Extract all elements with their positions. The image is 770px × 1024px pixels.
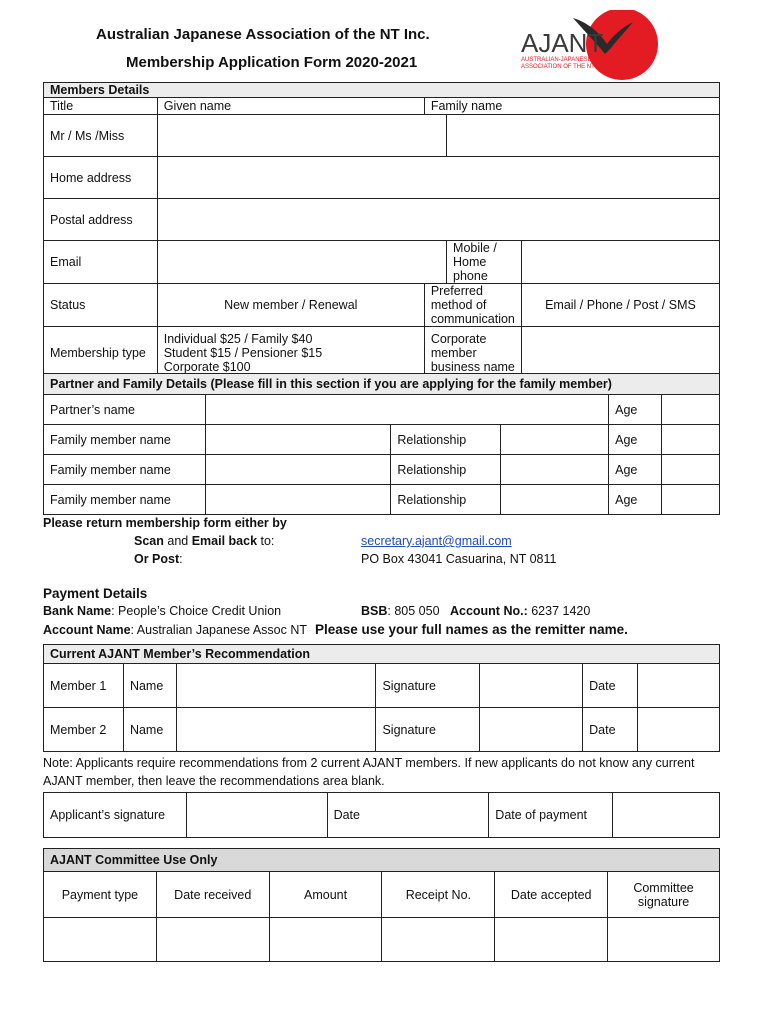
corp-business-field[interactable] <box>521 327 719 379</box>
post-label: Or Post <box>134 552 180 566</box>
form-title: Membership Application Form 2020-2021 <box>126 54 418 71</box>
pref-label-2: communication <box>430 312 515 326</box>
corp-label-2: business name <box>430 359 515 374</box>
relationship-2-label: Relationship <box>391 455 501 485</box>
account-no-value: 6237 1420 <box>527 604 591 618</box>
member1-signature-field[interactable] <box>480 664 583 708</box>
family-member-1-label: Family member name <box>44 425 206 455</box>
partner-table <box>43 373 720 515</box>
status-options[interactable]: New member / Renewal <box>157 284 424 327</box>
mobile-field[interactable] <box>521 241 719 284</box>
partner-name-field[interactable] <box>205 395 608 425</box>
mobile-label-1: Mobile / <box>453 241 497 255</box>
account-no-label: Account No.: <box>449 604 528 618</box>
age-2-label: Age <box>609 455 662 485</box>
member1-label: Member 1 <box>44 664 124 708</box>
family-member-3-field[interactable] <box>205 485 391 515</box>
col-title-label: Title <box>44 98 158 115</box>
relationship-2-field[interactable] <box>501 455 609 485</box>
postal-address-field[interactable] <box>157 199 719 241</box>
date-accepted-label: Date accepted <box>495 872 608 918</box>
age-1-field[interactable] <box>662 425 720 455</box>
committee-signature-label <box>608 872 720 918</box>
member2-label: Member 2 <box>44 708 124 752</box>
relationship-1-field[interactable] <box>501 425 609 455</box>
status-label: Status <box>44 284 158 327</box>
family-member-2-label: Family member name <box>44 455 206 485</box>
date-of-payment-label: Date of payment <box>489 793 613 838</box>
member2-date-label: Date <box>583 708 638 752</box>
family-member-3-label: Family member name <box>44 485 206 515</box>
receipt-no-field[interactable] <box>382 918 495 962</box>
email-back-word: Email back <box>191 534 258 548</box>
date-accepted-field[interactable] <box>495 918 608 962</box>
logo-sub2: ASSOCIATION OF THE NT <box>521 64 595 70</box>
given-name-field[interactable] <box>157 115 446 157</box>
date-of-payment-field[interactable] <box>613 793 720 838</box>
committee-section-title: AJANT Committee Use Only <box>44 849 720 872</box>
title-options: Mr / Ms /Miss <box>44 115 158 157</box>
payment-title: Payment Details <box>43 586 148 601</box>
bank-value: : People’s Choice Credit Union <box>111 604 282 618</box>
return-instructions: Please return membership form either by <box>43 516 287 530</box>
note-line-1: Note: Applicants require recommendations from 2 current AJANT members. If new applicants do not know any current <box>43 756 695 770</box>
scan-and: and <box>163 534 192 548</box>
receipt-no-label: Receipt No. <box>382 872 495 918</box>
home-address-field[interactable] <box>157 157 719 199</box>
member1-date-field[interactable] <box>638 664 720 708</box>
member1-name-label: Name <box>123 664 176 708</box>
logo-text: AJANT <box>521 28 604 58</box>
relationship-3-field[interactable] <box>501 485 609 515</box>
postal-address-label: Postal address <box>44 199 158 241</box>
scan-instructions <box>134 534 274 548</box>
family-member-1-field[interactable] <box>205 425 391 455</box>
payment-type-label: Payment type <box>44 872 157 918</box>
type-option-3: Corporate $100 <box>163 359 251 374</box>
payment-type-field[interactable] <box>44 918 157 962</box>
amount-field[interactable] <box>269 918 382 962</box>
family-name-field[interactable] <box>447 115 720 157</box>
member2-signature-label: Signature <box>376 708 480 752</box>
partner-age-field[interactable] <box>662 395 720 425</box>
scan-word: Scan <box>134 534 164 548</box>
amount-label: Amount <box>269 872 382 918</box>
recommendation-section-title: Current AJANT Member’s Recommendation <box>44 645 720 664</box>
family-member-2-field[interactable] <box>205 455 391 485</box>
applicant-date-label: Date <box>327 793 489 838</box>
committee-table <box>43 848 720 962</box>
committee-signature-field[interactable] <box>608 918 720 962</box>
bank-label: Bank Name <box>43 604 112 618</box>
col-family-label: Family name <box>424 98 719 115</box>
committee-label-2: signature <box>637 894 690 909</box>
age-3-field[interactable] <box>662 485 720 515</box>
email-field[interactable] <box>157 241 446 284</box>
members-section-title: Members Details <box>44 83 720 98</box>
bank-name <box>43 604 281 618</box>
partner-section-title: Partner and Family Details (Please fill in this section if you are applying for the family member) <box>44 374 720 395</box>
partner-age-label: Age <box>609 395 662 425</box>
recommendation-note <box>43 754 723 790</box>
post-instructions <box>134 552 183 566</box>
corp-label <box>424 327 521 379</box>
member2-date-field[interactable] <box>638 708 720 752</box>
bsb-account <box>361 604 590 618</box>
mobile-label <box>447 241 522 284</box>
note-line-2: AJANT member, then leave the recommendations area blank. <box>43 774 385 788</box>
recommendation-table <box>43 644 720 752</box>
type-option-1: Individual $25 / Family $40 <box>163 331 313 346</box>
scan-to: to: <box>257 534 275 548</box>
post-colon: : <box>179 552 183 566</box>
bsb-value: : 805 050 <box>387 604 440 618</box>
member2-name-field[interactable] <box>176 708 376 752</box>
pref-options[interactable]: Email / Phone / Post / SMS <box>521 284 719 327</box>
col-given-label: Given name <box>157 98 424 115</box>
remitter-note: Please use your full names as the remitter name. <box>315 622 628 637</box>
member2-signature-field[interactable] <box>480 708 583 752</box>
mobile-label-2: Home phone <box>453 255 488 283</box>
relationship-3-label: Relationship <box>391 485 501 515</box>
corp-label-1: Corporate member <box>430 331 487 360</box>
membership-type-options[interactable] <box>157 327 424 379</box>
age-2-field[interactable] <box>662 455 720 485</box>
applicant-signature-field[interactable] <box>186 793 327 838</box>
pref-label-1: Preferred method of <box>430 284 487 312</box>
email-label: Email <box>44 241 158 284</box>
account-name <box>43 623 307 637</box>
ajant-logo <box>515 10 665 82</box>
member1-name-field[interactable] <box>176 664 376 708</box>
pref-label <box>424 284 521 327</box>
form-org-title: Australian Japanese Association of the NT Inc. <box>96 26 430 43</box>
type-option-2: Student $15 / Pensioner $15 <box>163 345 323 360</box>
membership-type-label: Membership type <box>44 327 158 379</box>
logo-sub1: AUSTRALIAN-JAPANESE <box>521 57 592 63</box>
member2-name-label: Name <box>123 708 176 752</box>
member1-date-label: Date <box>583 664 638 708</box>
secretary-email-link[interactable]: secretary.ajant@gmail.com <box>361 534 512 548</box>
date-received-label: Date received <box>156 872 269 918</box>
account-name-label: Account Name <box>43 623 131 637</box>
home-address-label: Home address <box>44 157 158 199</box>
member1-signature-label: Signature <box>376 664 480 708</box>
committee-label-1: Committee <box>633 880 694 895</box>
date-received-field[interactable] <box>156 918 269 962</box>
age-3-label: Age <box>609 485 662 515</box>
bsb-label: BSB <box>361 604 388 618</box>
post-address: PO Box 43041 Casuarina, NT 0811 <box>361 552 557 566</box>
account-name-value: : Australian Japanese Assoc NT <box>130 623 308 637</box>
relationship-1-label: Relationship <box>391 425 501 455</box>
logo-graphic <box>515 10 665 82</box>
applicant-table <box>43 792 720 838</box>
applicant-signature-label: Applicant’s signature <box>44 793 187 838</box>
members-table <box>43 82 720 379</box>
partner-name-label: Partner’s name <box>44 395 206 425</box>
age-1-label: Age <box>609 425 662 455</box>
